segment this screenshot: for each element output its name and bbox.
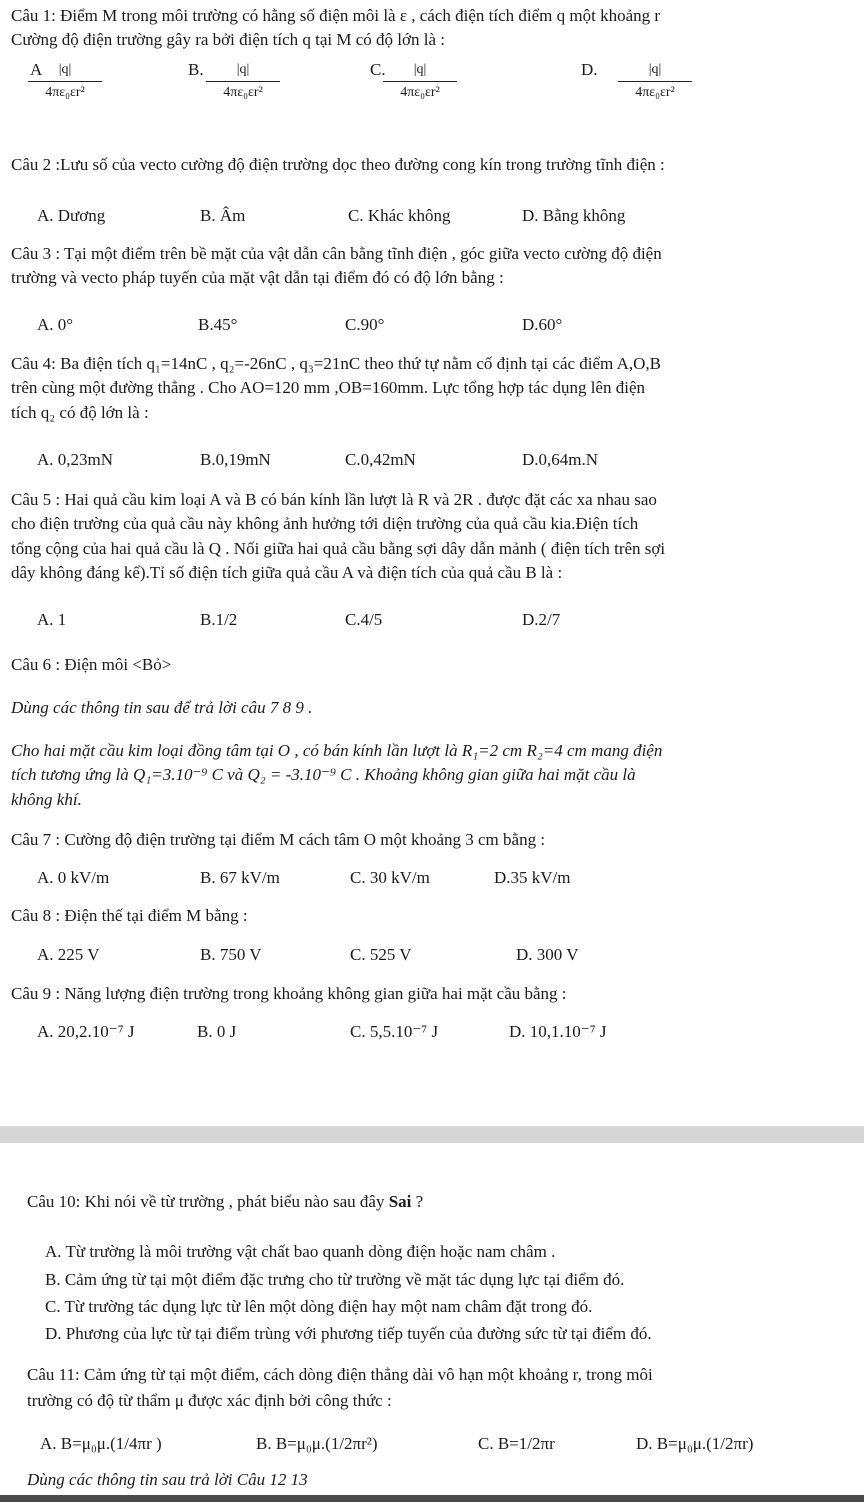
q1-option-c-denominator: 4πε₀εr²	[400, 84, 440, 100]
q3-option-b: B.45°	[198, 315, 238, 334]
q9-option-c: C. 5,5.10⁻⁷ J	[350, 1022, 439, 1041]
q2-option-c: C. Khác không	[348, 206, 451, 225]
q5-option-a: A. 1	[37, 610, 67, 629]
q10-option-d: D. Phương của lực từ tại điểm trùng với phương tiếp tuyến của đường sức từ tại điểm đó.	[45, 1324, 652, 1343]
q11-text-line1: Câu 11: Cảm ứng từ tại một điểm, cách dòng điện thẳng dài vô hạn một khoảng r, trong môi	[27, 1365, 653, 1384]
q1-option-d-label: D.	[581, 60, 598, 79]
q11-text-line2: trường có độ từ thẩm μ được xác định bởi công thức :	[27, 1391, 392, 1410]
q1-option-d-formula	[610, 62, 700, 102]
q2-option-d: D. Bằng không	[522, 206, 626, 225]
q9-text: Câu 9 : Năng lượng điện trường trong khoảng không gian giữa hai mặt cầu bằng :	[11, 984, 567, 1003]
q7-text: Câu 7 : Cường độ điện trường tại điểm M cách tâm O một khoảng 3 cm bằng :	[11, 830, 546, 849]
q5-text-line1: Câu 5 : Hai quả cầu kim loại A và B có bán kính lần lượt là R và 2R . được đặt các xa nhau sao	[11, 490, 657, 509]
q9-option-d: D. 10,1.10⁻⁷ J	[509, 1022, 607, 1041]
q4-text-line3: tích q₂ có độ lớn là :	[11, 403, 149, 422]
q2-option-a: A. Dương	[37, 206, 106, 225]
q5-text-line3: tổng cộng của hai quả cầu là Q . Nối giữa hai quả cầu bằng sợi dây dẫn mảnh ( điện tích trên sợi	[11, 539, 666, 558]
q4-text-line1: Câu 4: Ba điện tích q₁=14nC , q₂=-26nC , q₃=21nC theo thứ tự nằm cố định tại các điểm A,O,B	[11, 354, 661, 373]
q1-option-b-denominator: 4πε₀εr²	[223, 84, 263, 100]
shared-instruction: Dùng các thông tin sau để trả lời câu 7 8 9 .	[11, 698, 313, 717]
q9-option-b: B. 0 J	[197, 1022, 237, 1041]
q8-option-d: D. 300 V	[516, 945, 579, 964]
q11-option-b: B. B=μ₀μ.(1/2πr²)	[256, 1434, 378, 1453]
q1-option-b-formula	[198, 62, 288, 102]
q1-option-c-label: C.	[370, 60, 386, 79]
q9-option-a: A. 20,2.10⁻⁷ J	[37, 1022, 135, 1041]
q10-text	[27, 1192, 423, 1212]
q3-option-c: C.90°	[345, 315, 385, 334]
q4-text-line2: trên cùng một đường thẳng . Cho AO=120 mm ,OB=160mm. Lực tổng hợp tác dụng lên điện	[11, 378, 645, 397]
q1-option-c-numerator: |q|	[383, 62, 457, 82]
q10-text-bold: Sai	[388, 1192, 412, 1211]
q5-text-line4: dây không đáng kể).Tỉ số điện tích giữa quả cầu A và điện tích của quả cầu B là :	[11, 563, 563, 582]
q8-option-a: A. 225 V	[37, 945, 100, 964]
q11-option-d: D. B=μ₀μ.(1/2πr)	[636, 1434, 754, 1453]
q5-text-line2: cho điện trường của quả cầu này không ảnh hưởng tới diện trường của quả cầu kia.Điện tích	[11, 514, 639, 533]
q2-text: Câu 2 :Lưu số của vecto cường độ điện trường dọc theo đường cong kín trong trường tĩnh điện :	[11, 155, 665, 174]
q7-option-d: D.35 kV/m	[494, 868, 571, 887]
q3-text-line1: Câu 3 : Tại một điểm trên bề mặt của vật dẫn cân bằng tĩnh điện , góc giữa vecto cường độ điện	[11, 244, 662, 263]
q11-option-c: C. B=1/2πr	[478, 1434, 555, 1453]
q5-option-d: D.2/7	[522, 610, 561, 629]
q10-option-a: A. Từ trường là môi trường vật chất bao quanh dòng điện hoặc nam châm .	[45, 1242, 556, 1261]
q1-text-line1: Câu 1: Điểm M trong môi trường có hằng số điện môi là ε , cách điện tích điểm q một khoảng r	[11, 6, 661, 25]
q5-option-c: C.4/5	[345, 610, 383, 629]
q1-text-line2: Cường độ điện trường gây ra bởi điện tích q tại M có độ lớn là :	[11, 30, 445, 49]
q4-option-c: C.0,42mN	[345, 450, 416, 469]
q1-option-c-formula	[375, 62, 465, 102]
q4-option-a: A. 0,23mN	[37, 450, 114, 469]
q1-option-a-formula	[20, 62, 110, 102]
q10-option-b: B. Cảm ứng từ tại một điểm đặc trưng cho từ trường về mặt tác dụng lực tại điểm đó.	[45, 1270, 625, 1289]
q1-option-a-denominator: 4πε₀εr²	[45, 84, 85, 100]
q7-option-b: B. 67 kV/m	[200, 868, 280, 887]
q3-option-a: A. 0°	[37, 315, 74, 334]
q1-option-a-numerator: |q|	[28, 62, 102, 82]
q7-option-a: A. 0 kV/m	[37, 868, 110, 887]
q4-option-b: B.0,19mN	[200, 450, 271, 469]
q4-option-d: D.0,64m.N	[522, 450, 599, 469]
q1-option-b-label: B.	[188, 60, 204, 79]
q10-option-c: C. Từ trường tác dụng lực từ lên một dòng điện hay một nam châm đặt trong đó.	[45, 1297, 593, 1316]
footer-instruction: Dùng các thông tin sau trả lời Câu 12 13	[27, 1470, 308, 1489]
q5-option-b: B.1/2	[200, 610, 238, 629]
shared-line2: tích tương ứng là Q₁=3.10⁻⁹ C và Q₂ = -3.10⁻⁹ C . Khoảng không gian giữa hai mặt cầu là	[11, 765, 636, 784]
shared-line3: không khí.	[11, 790, 82, 809]
shared-line1: Cho hai mặt cầu kim loại đồng tâm tại O , có bán kính lần lượt là R₁=2 cm R₂=4 cm mang điện	[11, 741, 663, 760]
q3-text-line2: trường và vecto pháp tuyến của mặt vật dẫn tại điểm đó có độ lớn bằng :	[11, 268, 504, 287]
q8-option-b: B. 750 V	[200, 945, 262, 964]
q3-option-d: D.60°	[522, 315, 563, 334]
q1-option-b-numerator: |q|	[206, 62, 280, 82]
q10-text-suffix: ?	[411, 1192, 424, 1211]
q1-option-d-numerator: |q|	[618, 62, 692, 82]
section-divider	[0, 1126, 864, 1143]
q1-option-a-label: A	[30, 60, 43, 79]
q1-option-d-denominator: 4πε₀εr²	[635, 84, 675, 100]
q2-option-b: B. Âm	[200, 206, 246, 225]
q6-text: Câu 6 : Điện môi <Bỏ>	[11, 655, 172, 674]
bottom-edge	[0, 1495, 864, 1502]
q10-text-prefix: Câu 10: Khi nói về từ trường , phát biểu nào sau đây	[27, 1192, 389, 1211]
q8-option-c: C. 525 V	[350, 945, 412, 964]
q7-option-c: C. 30 kV/m	[350, 868, 430, 887]
q11-option-a: A. B=μ₀μ.(1/4πr )	[40, 1434, 162, 1453]
q8-text: Câu 8 : Điện thế tại điểm M bằng :	[11, 906, 248, 925]
